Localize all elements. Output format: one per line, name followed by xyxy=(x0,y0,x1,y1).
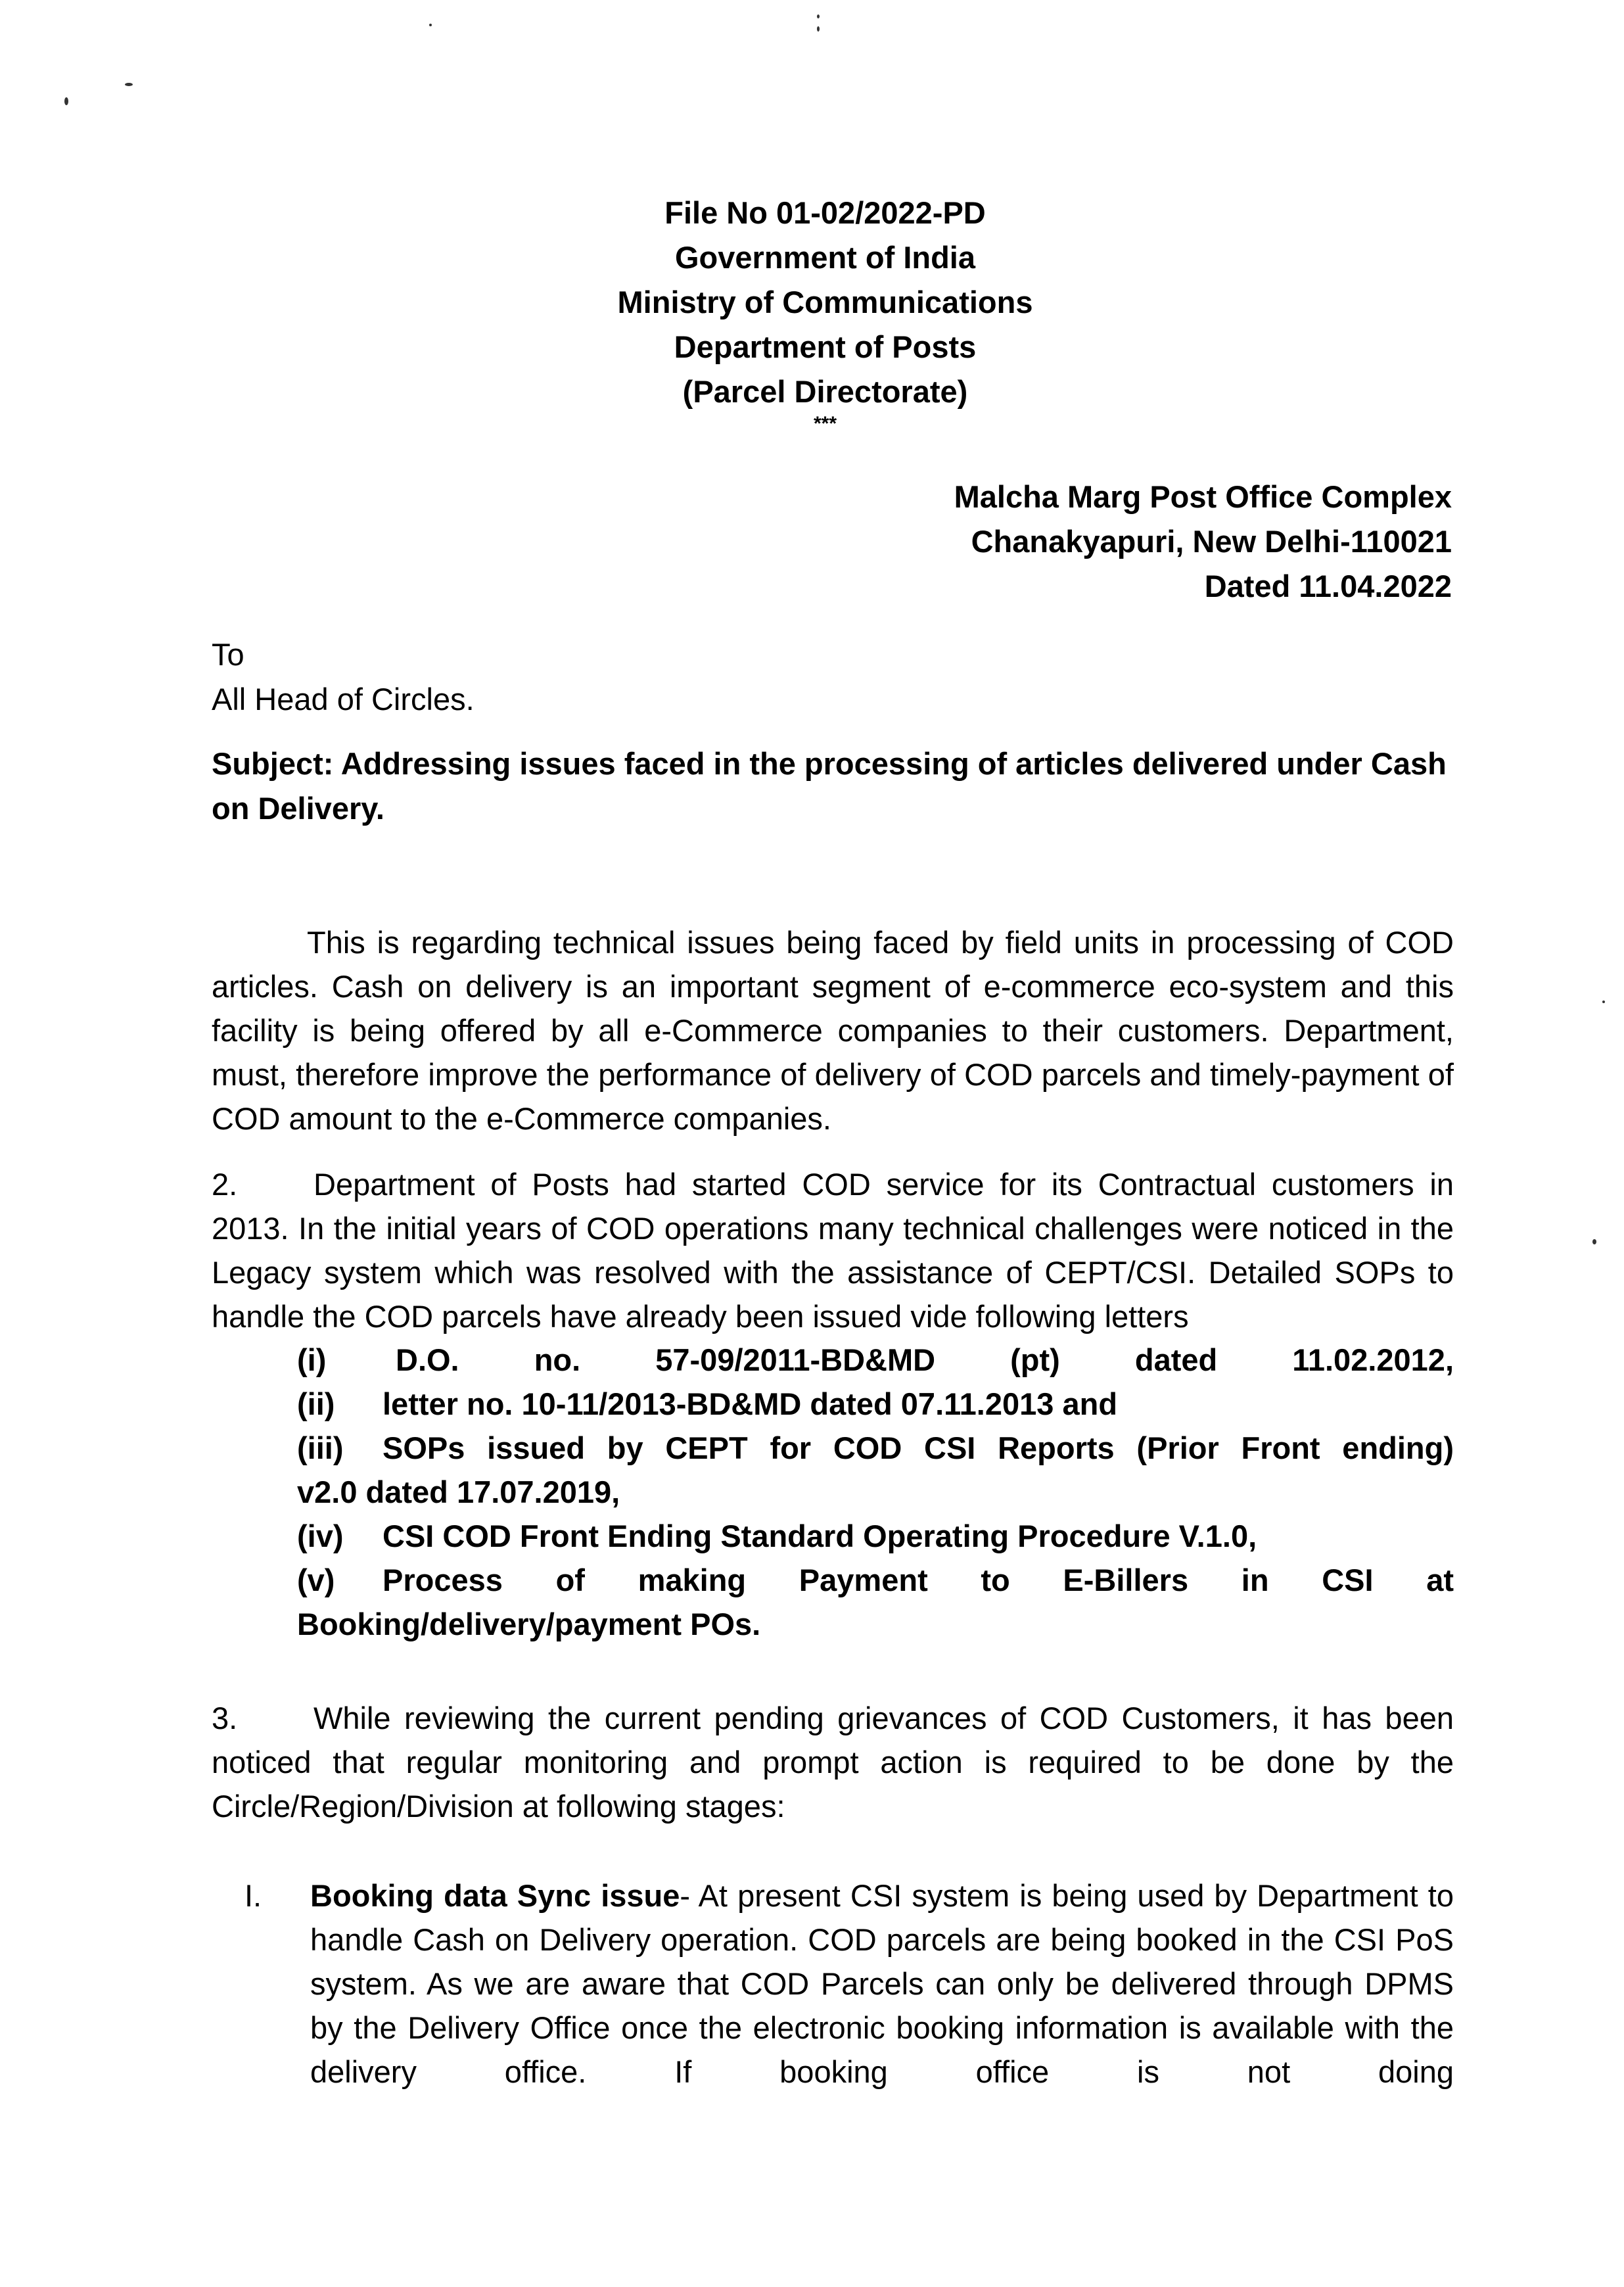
to-label: To xyxy=(212,637,244,672)
letter-number: (iv) xyxy=(297,1519,344,1553)
letter-date: Dated 11.04.2022 xyxy=(1204,569,1452,603)
government-line: Government of India xyxy=(675,240,975,275)
stage-body xyxy=(310,1874,1454,2094)
paragraph-1 xyxy=(212,920,1454,1141)
reference-letter xyxy=(297,1514,1454,1558)
paragraph-2-text: Department of Posts had started COD service for its Contractual customers in 2013. In the initial years of COD operations many technical challenges were noticed in the Legacy system which was resolved with the assistance of CEPT/CSI. Detailed SOPs to handle the COD parcels have already been issued vide following letters xyxy=(212,1167,1454,1334)
stage-number: I. xyxy=(244,1878,262,1913)
department-line: Department of Posts xyxy=(674,329,977,364)
letter-number: (v) xyxy=(297,1563,335,1597)
file-number: File No 01-02/2022-PD xyxy=(664,195,986,230)
sender-address xyxy=(954,475,1452,609)
paragraph-2 xyxy=(212,1162,1454,1338)
paragraph-3 xyxy=(212,1696,1454,1828)
address-line-2: Chanakyapuri, New Delhi-110021 xyxy=(971,524,1452,559)
letter-continuation: Booking/delivery/payment POs. xyxy=(297,1607,761,1641)
scan-speck xyxy=(817,26,820,32)
ministry-line: Ministry of Communications xyxy=(617,285,1033,319)
subject-line: Subject: Addressing issues faced in the processing of articles delivered under Cash on Delivery. xyxy=(212,746,1447,826)
letter-text: D.O. no. 57-09/2011-BD&MD (pt) dated 11.02.2012, xyxy=(396,1342,1454,1377)
recipient-block xyxy=(212,632,475,722)
paragraph-1-text: This is regarding technical issues being faced by field units in processing of COD articles. Cash on delivery is an important segment of e-commerce eco-system and this facility is being offered by all e-Commerce companies to their customers. Department, must, therefore improve the performance of delivery of COD parcels and timely-payment of COD amount to the e-Commerce companies. xyxy=(212,925,1454,1136)
letter-text: letter no. 10-11/2013-BD&MD dated 07.11.2013 and xyxy=(383,1386,1118,1421)
letter-text: SOPs issued by CEPT for COD CSI Reports (Prior Front ending) xyxy=(383,1430,1454,1465)
letterhead xyxy=(0,191,1624,434)
reference-letter xyxy=(297,1338,1454,1382)
directorate-line: (Parcel Directorate) xyxy=(682,374,968,409)
reference-letters-list xyxy=(297,1338,1454,1646)
scan-speck xyxy=(817,14,820,18)
letter-text: CSI COD Front Ending Standard Operating Procedure V.1.0, xyxy=(383,1519,1257,1553)
reference-letter xyxy=(297,1426,1454,1470)
scan-speck xyxy=(64,97,68,105)
scan-speck xyxy=(1592,1239,1596,1244)
paragraph-3-number: 3. xyxy=(212,1701,238,1735)
scan-speck xyxy=(429,24,432,26)
paragraph-3-text: While reviewing the current pending grievances of COD Customers, it has been noticed that regular monitoring and prompt action is required to be done by the Circle/Region/Division at following stages: xyxy=(212,1701,1454,1824)
letter-number: (ii) xyxy=(297,1386,335,1421)
scan-speck xyxy=(125,83,133,86)
paragraph-2-number: 2. xyxy=(212,1167,238,1202)
stage-item xyxy=(244,1874,1454,2094)
reference-letter xyxy=(297,1558,1454,1602)
stage-heading: Booking data Sync issue xyxy=(310,1878,680,1913)
letter-text: Process of making Payment to E-Billers in CSI at xyxy=(383,1563,1454,1597)
recipient-name: All Head of Circles. xyxy=(212,682,475,717)
letter-number: (i) xyxy=(297,1342,327,1377)
stage-text: - At present CSI system is being used by Department to handle Cash on Delivery operation. COD parcels are being booked in the CSI PoS system. As we are aware that COD Parcels can only be delivered through DPMS by the Delivery Office once the electronic booking information is available with the delivery office. If booking office is not doing xyxy=(310,1878,1454,2089)
scan-speck xyxy=(1602,1001,1605,1003)
letter-number: (iii) xyxy=(297,1430,344,1465)
reference-letter xyxy=(297,1382,1454,1426)
address-line-1: Malcha Marg Post Office Complex xyxy=(954,479,1452,514)
separator-stars: *** xyxy=(813,413,837,435)
letter-continuation: v2.0 dated 17.07.2019, xyxy=(297,1474,620,1509)
